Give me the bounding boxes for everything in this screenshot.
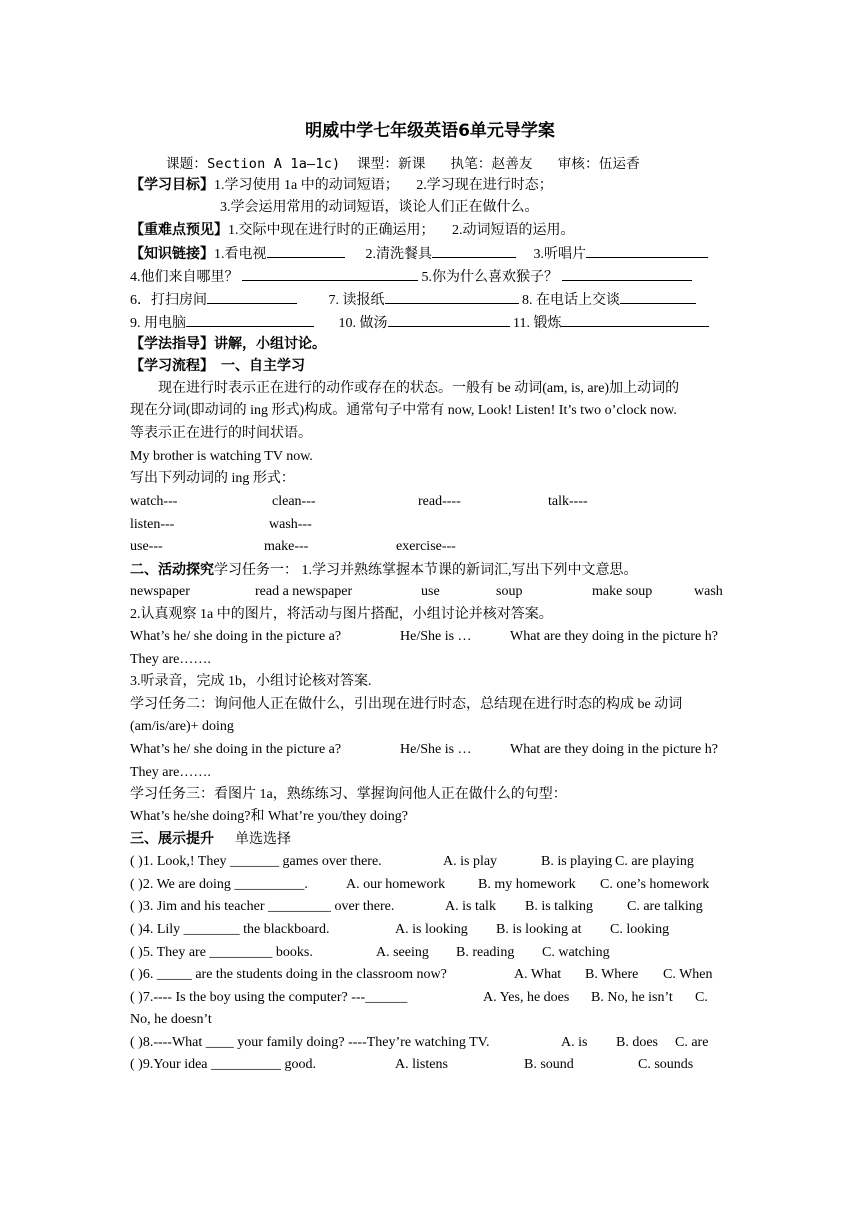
part3-sub: 单选选择 [235, 832, 291, 847]
answer-a: He/She is … [400, 742, 472, 757]
vocab-word: soup [496, 584, 523, 599]
answer-blank [586, 244, 708, 258]
answer-blank [562, 267, 692, 281]
option-a: A. our homework [346, 877, 446, 892]
question-stem: ( )5. They are _________ books. [130, 945, 313, 960]
show-line [130, 830, 291, 849]
vocab-word: make soup [592, 584, 653, 599]
mc-question [130, 944, 730, 962]
ing-prompt: 写出下列动词的 ing 形式： [130, 471, 295, 486]
writer-value: 赵善友 [491, 156, 533, 172]
option-a: A. seeing [376, 945, 429, 960]
task2-line-1: 学习任务二：询问他人正在做什么，引出现在进行时态，总结现在进行时态的构成 be 动词 [130, 697, 683, 712]
question-stem: ( )8.----What ____ your family doing? ----They’re watching TV. [130, 1035, 490, 1050]
answer-blank [242, 267, 418, 281]
link-q4: 4.他们来自哪里？ [130, 270, 239, 285]
option-a: A. What [514, 967, 562, 982]
question-h: What are they doing in the picture h? [510, 742, 718, 757]
vocab-row [130, 583, 730, 601]
mc-question [130, 1056, 730, 1074]
grammar-para-2: 现在分词(即动词的 ing 形式)构成。通常句子中常有 now, Look! Listen! It’s two o’clock now. [130, 403, 677, 418]
option-a: A. is play [443, 854, 498, 869]
process-line [130, 357, 305, 376]
option-c: C. are talking [627, 899, 703, 914]
part1-heading: 一、自主学习 [221, 358, 305, 374]
grammar-para-1: 现在进行时表示正在进行的动作或存在的状态。一般有 be 动词(am, is, are)加上动词的 [158, 381, 680, 396]
mc-question [130, 966, 730, 984]
option-b: B. No, he isn’t [591, 990, 673, 1005]
q7-continuation: No, he doesn’t [130, 1012, 212, 1027]
link-q6: 6．打扫房间 [130, 293, 207, 308]
links-line-4 [130, 313, 709, 333]
answer-blank [432, 244, 516, 258]
answer-blank [388, 313, 510, 327]
answer-blank [620, 290, 696, 304]
type-label: 课型： [357, 156, 399, 172]
mc-question [130, 1034, 730, 1052]
task1-text: 学习任务一： 1.学习并熟练掌握本节课的新词汇,写出下列中文意思。 [214, 563, 638, 578]
question-h: What are they doing in the picture h? [510, 629, 718, 644]
mc-question [130, 921, 730, 939]
verb-item: make--- [264, 539, 309, 554]
page-title: 明威中学七年级英语6单元导学案 [305, 121, 555, 141]
verb-item: wash--- [269, 517, 312, 532]
course-meta [166, 152, 640, 172]
writer-label: 执笔： [450, 156, 492, 172]
answer-blank [267, 244, 345, 258]
reviewer-value: 伍运香 [598, 156, 640, 172]
explore-line [130, 561, 638, 580]
mc-question [130, 989, 730, 1007]
option-c: C. sounds [638, 1057, 694, 1072]
option-c: C. looking [610, 922, 670, 937]
question-a: What’s he/ she doing in the picture a? [130, 742, 342, 757]
step-2: 2.认真观察 1a 中的图片，将活动与图片搭配，小组讨论并核对答案。 [130, 607, 553, 622]
goal-1: 1.学习使用 1a 中的动词短语； [214, 178, 399, 193]
link-q11: 11. 锻炼 [513, 316, 562, 331]
verb-item: clean--- [272, 494, 316, 509]
question-stem: ( )2. We are doing __________. [130, 877, 308, 892]
option-c: C. are playing [615, 854, 694, 869]
option-b: B. is looking at [496, 922, 582, 937]
option-b: B. is playing [541, 854, 613, 869]
task3-question: What’s he/she doing?和 What’re you/they doing? [130, 809, 408, 824]
question-stem: ( )3. Jim and his teacher _________ over there. [130, 899, 395, 914]
step-3: 3.听录音，完成 1b，小组讨论核对答案. [130, 674, 372, 689]
example-sentence: My brother is watching TV now. [130, 449, 313, 464]
they-are-2: They are……. [130, 765, 211, 780]
focus-line [130, 221, 575, 240]
vocab-word: use [421, 584, 440, 599]
link-q9: 9. 用电脑 [130, 316, 186, 331]
answer-blank [561, 313, 709, 327]
focus-2: 2.动词短语的运用。 [452, 223, 575, 238]
process-label: 【学习流程】 [130, 358, 214, 374]
question-stem: ( )9.Your idea __________ good. [130, 1057, 317, 1072]
option-c: C. When [663, 967, 713, 982]
part3-heading: 三、展示提升 [130, 831, 214, 847]
type-value: 新课 [398, 156, 426, 172]
question-stem: ( )6. _____ are the students doing in the classroom now? [130, 967, 447, 982]
method-label: 【学法指导】 [130, 336, 214, 352]
verb-row-3 [130, 538, 730, 556]
verb-item: talk---- [548, 494, 588, 509]
link-q5: 5.你为什么喜欢猴子？ [421, 270, 558, 285]
link-q10: 10. 做汤 [338, 316, 388, 331]
verb-row-2 [130, 516, 730, 534]
option-b: B. is talking [525, 899, 594, 914]
answer-blank [385, 290, 519, 304]
option-c: C. [695, 990, 708, 1005]
answer-a: He/She is … [400, 629, 472, 644]
part2-heading: 二、活动探究 [130, 562, 214, 578]
links-line-2 [130, 267, 692, 287]
question-stem: ( )4. Lily ________ the blackboard. [130, 922, 330, 937]
goals-line [130, 176, 553, 195]
vocab-word: read a newspaper [255, 584, 353, 599]
option-a: A. is looking [395, 922, 468, 937]
option-a: A. is [561, 1035, 588, 1050]
they-are-1: They are……. [130, 652, 211, 667]
question-stem: ( )1. Look,! They _______ games over there. [130, 854, 382, 869]
topic-label: 课题： [166, 156, 208, 172]
option-c: C. are [675, 1035, 709, 1050]
option-b: B. reading [456, 945, 515, 960]
method-text: 讲解，小组讨论。 [214, 336, 326, 352]
option-b: B. does [616, 1035, 658, 1050]
verb-item: read---- [418, 494, 461, 509]
option-b: B. my homework [478, 877, 576, 892]
method-line [130, 335, 326, 354]
link-q3: 3.听唱片 [533, 247, 586, 262]
mc-question [130, 876, 730, 894]
verb-item: use--- [130, 539, 163, 554]
option-a: A. Yes, he does [483, 990, 570, 1005]
goals-label: 【学习目标】 [130, 177, 214, 193]
answer-blank [207, 290, 297, 304]
dialogue-row-1 [130, 628, 740, 646]
option-c: C. one’s homework [600, 877, 710, 892]
answer-blank [186, 313, 314, 327]
link-q7: 7. 读报纸 [328, 293, 385, 308]
focus-1: 1.交际中现在进行时的正确运用； [228, 223, 435, 238]
links-label: 【知识链接】 [130, 246, 214, 262]
verb-row-1 [130, 493, 730, 511]
grammar-para-3: 等表示正在进行的时间状语。 [130, 426, 312, 441]
vocab-word: newspaper [130, 584, 190, 599]
links-line-1 [130, 244, 708, 264]
verb-item: watch--- [130, 494, 178, 509]
reviewer-label: 审核： [557, 156, 599, 172]
mc-question [130, 853, 730, 871]
link-q1: 1.看电视 [214, 247, 267, 262]
focus-label: 【重难点预见】 [130, 222, 228, 238]
goal-3: 3.学会运用常用的动词短语，谈论人们正在做什么。 [220, 200, 539, 215]
question-stem: ( )7.---- Is the boy using the computer? ---______ [130, 990, 408, 1005]
verb-item: exercise--- [396, 539, 456, 554]
vocab-word: wash [694, 584, 723, 599]
option-c: C. watching [542, 945, 610, 960]
option-a: A. listens [395, 1057, 448, 1072]
question-a: What’s he/ she doing in the picture a? [130, 629, 342, 644]
task2-line-2: (am/is/are)+ doing [130, 719, 234, 734]
option-b: B. Where [585, 967, 639, 982]
link-q8: 8. 在电话上交谈 [522, 293, 620, 308]
link-q2: 2.清洗餐具 [365, 247, 432, 262]
topic-value: Section A 1a—1c) [207, 156, 341, 172]
links-line-3 [130, 290, 696, 310]
dialogue-row-2 [130, 741, 740, 759]
mc-question [130, 898, 730, 916]
goal-2: 2.学习现在进行时态； [416, 178, 553, 193]
verb-item: listen--- [130, 517, 175, 532]
task3-text: 学习任务三：看图片 1a，熟练练习、掌握询问他人正在做什么的句型： [130, 787, 567, 802]
option-a: A. is talk [445, 899, 496, 914]
option-b: B. sound [524, 1057, 574, 1072]
